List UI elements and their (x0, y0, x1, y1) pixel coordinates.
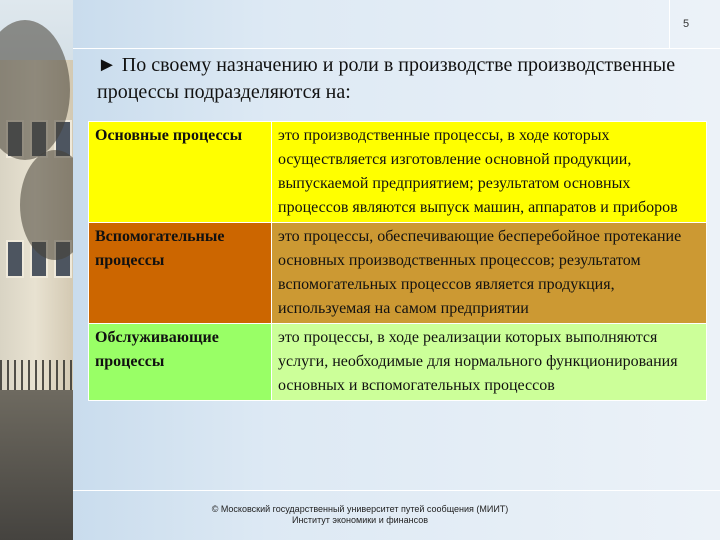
definition-cell: это процессы, обеспечивающие бесперебойное протекание основных производственных процессов; результатом вспомогательных процессов является продукция, используемая на самом предприятии (272, 223, 707, 324)
definition-cell: это производственные процессы, в ходе которых осуществляется изготовление основной продукции, выпускаемой предприятием; результатом основных процессов являются выпуск машин, аппаратов и приборов (272, 122, 707, 223)
photo-window (6, 240, 24, 278)
slide-footer (190, 504, 530, 526)
table-row (89, 122, 707, 223)
table-row (89, 324, 707, 401)
term-cell: Обслуживающие процессы (89, 324, 272, 401)
process-types-table (88, 121, 707, 401)
heading-text: По своему назначению и роли в производстве производственные процессы подразделяются на: (97, 54, 676, 103)
divider-line (73, 48, 720, 49)
divider-line (669, 0, 670, 48)
page-number: 5 (682, 18, 690, 30)
footer-copyright: © Московский государственный университет путей сообщения (МИИТ) (211, 504, 509, 514)
slide-heading (97, 52, 697, 106)
right-pointer-icon: ► (97, 54, 117, 76)
table-row (89, 223, 707, 324)
footer-institute: Институт экономики и финансов (291, 515, 429, 525)
term-cell: Основные процессы (89, 122, 272, 223)
divider-line (73, 490, 720, 491)
definition-cell: это процессы, в ходе реализации которых выполняются услуги, необходимые для нормального функционирования основных и вспомогательных процессов (272, 324, 707, 401)
term-cell: Вспомогательные процессы (89, 223, 272, 324)
